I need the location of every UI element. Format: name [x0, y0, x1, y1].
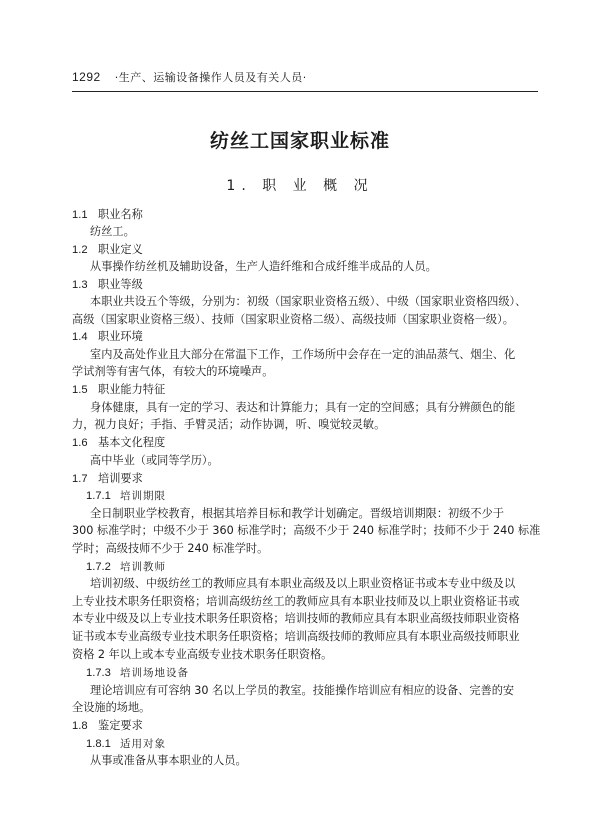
paragraph-line: 300 标准学时；中级不少于 360 标准学时；高级不少于 240 标准学时；技师不少于 240 标准	[72, 524, 541, 537]
paragraph-line: 资格 2 年以上或本专业高级专业技术职务任职资格。	[72, 648, 333, 661]
paragraph-line: 从事操作纺丝机及辅助设备，生产人造纤维和合成纤维半成品的人员。	[90, 260, 437, 273]
paragraph-line: 本专业中级及以上专业技术职务任职资格；培训技师的教师应具有本职业高级技师职业资格	[72, 612, 520, 625]
paragraph-line: 高中毕业（或同等学历）。	[90, 454, 219, 467]
heading-1-5: 1.5 职业能力特征	[72, 383, 166, 396]
section-title: 1. 职 业 概 况	[226, 178, 374, 194]
paragraph-line: 本职业共设五个等级，分别为：初级（国家职业资格五级）、中级（国家职业资格四级）、	[90, 295, 527, 308]
paragraph-line: 身体健康，具有一定的学习、表达和计算能力；具有一定的空间感；具有分辨颜色的能	[90, 401, 516, 414]
heading-1-7-3: 1.7.3 培训场地设备	[86, 667, 189, 679]
paragraph-line: 全日制职业学校教育，根据其培养目标和教学计划确定。晋级培训期限：初级不少于	[90, 507, 504, 520]
paragraph-line: 高级（国家职业资格三级）、技师（国家职业资格二级）、高级技师（国家职业资格一级）。	[72, 313, 514, 326]
paragraph-line: 上专业技术职务任职资格；培训高级纺丝工的教师应具有本职业技师及以上职业资格证书或	[72, 595, 520, 608]
heading-1-7: 1.7 培训要求	[72, 472, 143, 485]
heading-1-6: 1.6 基本文化程度	[72, 436, 166, 449]
paragraph-line: 培训初级、中级纺丝工的教师应具有本职业高级及以上职业资格证书或本专业中级及以	[90, 577, 516, 590]
paragraph-line: 理论培训应有可容纳 30 名以上学员的教室。技能操作培训应有相应的设备、完善的安	[90, 684, 515, 697]
heading-1-1: 1.1 职业名称	[72, 208, 143, 221]
paragraph-line: 学时；高级技师不少于 240 标准学时。	[72, 542, 269, 555]
paragraph-line: 从事或准备从事本职业的人员。	[90, 754, 247, 767]
heading-1-4: 1.4 职业环境	[72, 330, 143, 343]
running-title: ·生产、运输设备操作人员及有关人员·	[114, 71, 307, 84]
paragraph-line: 证书或本专业高级专业技术职务任职资格；培训高级技师的教师应具有本职业高级技师职业	[72, 630, 520, 643]
paragraph-line: 纺丝工。	[90, 225, 135, 238]
paragraph-line: 室内及高处作业且大部分在常温下工作，工作场所中会存在一定的油品蒸气、烟尘、化	[90, 348, 516, 361]
page-number: 1292	[72, 70, 101, 84]
heading-1-8: 1.8 鉴定要求	[72, 719, 143, 732]
paragraph-line: 力，视力良好；手指、手臂灵活；动作协调，听、嗅觉较灵敏。	[72, 418, 386, 431]
heading-1-8-1: 1.8.1 适用对象	[86, 738, 166, 750]
running-header	[72, 70, 538, 92]
paragraph-line: 学试剂等有害气体，有较大的环境噪声。	[72, 365, 274, 378]
heading-1-2: 1.2 职业定义	[72, 243, 143, 256]
heading-1-7-1: 1.7.1 培训期限	[86, 490, 166, 502]
document-title: 纺丝工国家职业标准	[209, 130, 390, 152]
heading-1-3: 1.3 职业等级	[72, 278, 143, 291]
paragraph-line: 全设施的场地。	[72, 701, 151, 714]
heading-1-7-2: 1.7.2 培训教师	[86, 561, 166, 573]
